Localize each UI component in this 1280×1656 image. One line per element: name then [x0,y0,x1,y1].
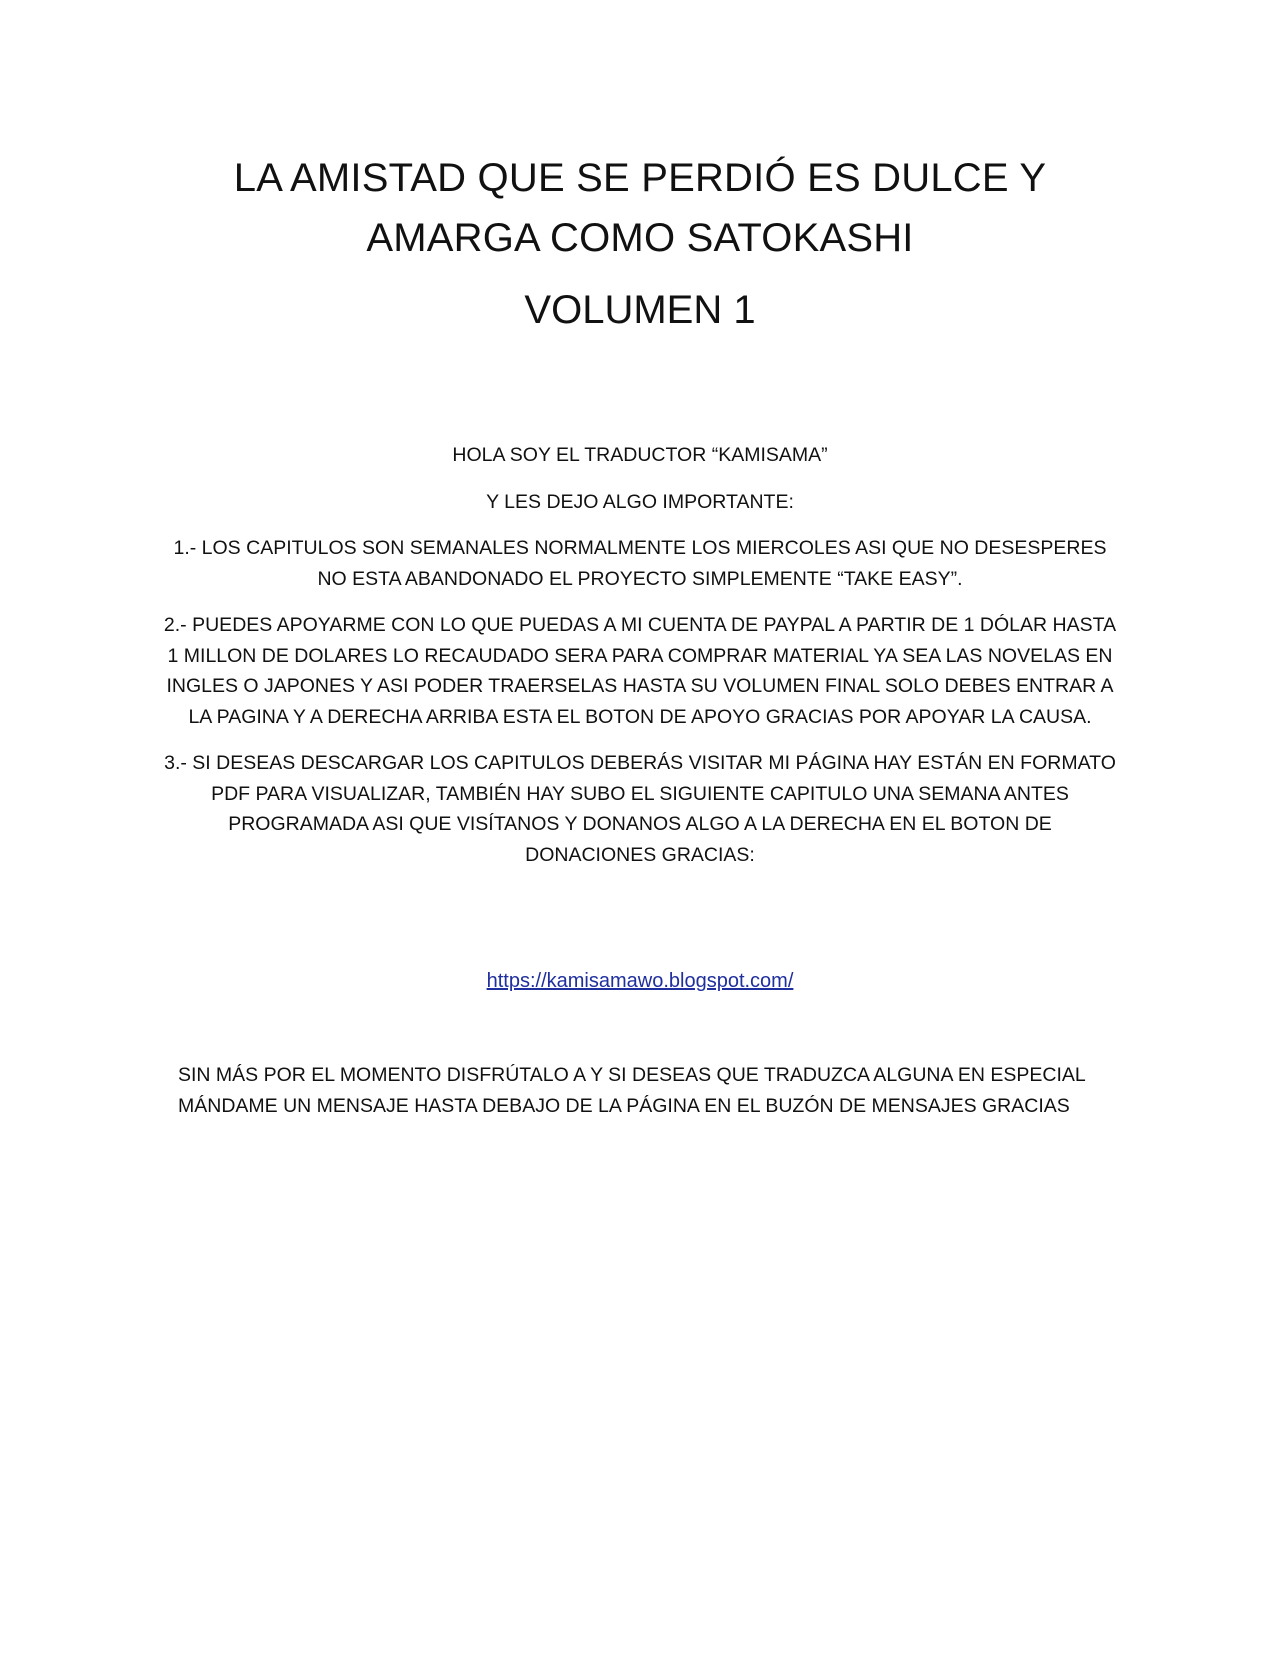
volume-heading: VOLUMEN 1 [524,288,756,332]
point-weekly-chapters: 1.- LOS CAPITULOS SON SEMANALES NORMALMENTE LOS MIERCOLES ASI QUE NO DESESPERES NO ESTA ABANDONADO EL PROYECTO SIMPLEMENTE “TAKE EASY”. [173,537,1107,590]
point-download-info: 3.- SI DESEAS DESCARGAR LOS CAPITULOS DEBERÁS VISITAR MI PÁGINA HAY ESTÁN EN FORMATO PDF PARA VISUALIZAR, TAMBIÉN HAY SUBO EL SIGUIENTE CAPITULO UNA SEMANA ANTES PROGRAMADA ASI QUE VISÍTANOS Y DONANOS ALGO A LA DERECHA EN EL BOTON DE DONACIONES GRACIAS: [164,752,1116,866]
closing-paragraph [178,1060,1098,1121]
title-line-1: LA AMISTAD QUE SE PERDIÓ ES DULCE Y [233,156,1047,200]
link-wrapper [160,966,1120,996]
lead-text: Y LES DEJO ALGO IMPORTANTE: [486,490,794,513]
greeting-text: HOLA SOY EL TRADUCTOR “KAMISAMA” [452,444,828,466]
notice-body [160,440,1120,886]
blog-link[interactable]: https://kamisamawo.blogspot.com/ [486,970,794,992]
title-line-2: AMARGA COMO SATOKASHI [366,216,914,260]
point-paypal-support: 2.- PUEDES APOYARME CON LO QUE PUEDAS A MI CUENTA DE PAYPAL A PARTIR DE 1 DÓLAR HASTA 1 MILLON DE DOLARES LO RECAUDADO SERA PARA COMPRAR MATERIAL YA SEA LAS NOVELAS EN INGLES O JAPONES Y ASI PODER TRAERSELAS HASTA SU VOLUMEN FINAL SOLO DEBES ENTRAR A LA PAGINA Y A DERECHA ARRIBA ESTA EL BOTON DE APOYO GRACIAS POR APOYAR LA CAUSA. [163,614,1117,728]
title-block [180,148,1100,340]
closing-text: SIN MÁS POR EL MOMENTO DISFRÚTALO A Y SI DESEAS QUE TRADUZCA ALGUNA EN ESPECIAL MÁNDAME UN MENSAJE HASTA DEBAJO DE LA PÁGINA EN EL BUZÓN DE MENSAJES GRACIAS [178,1064,1085,1117]
